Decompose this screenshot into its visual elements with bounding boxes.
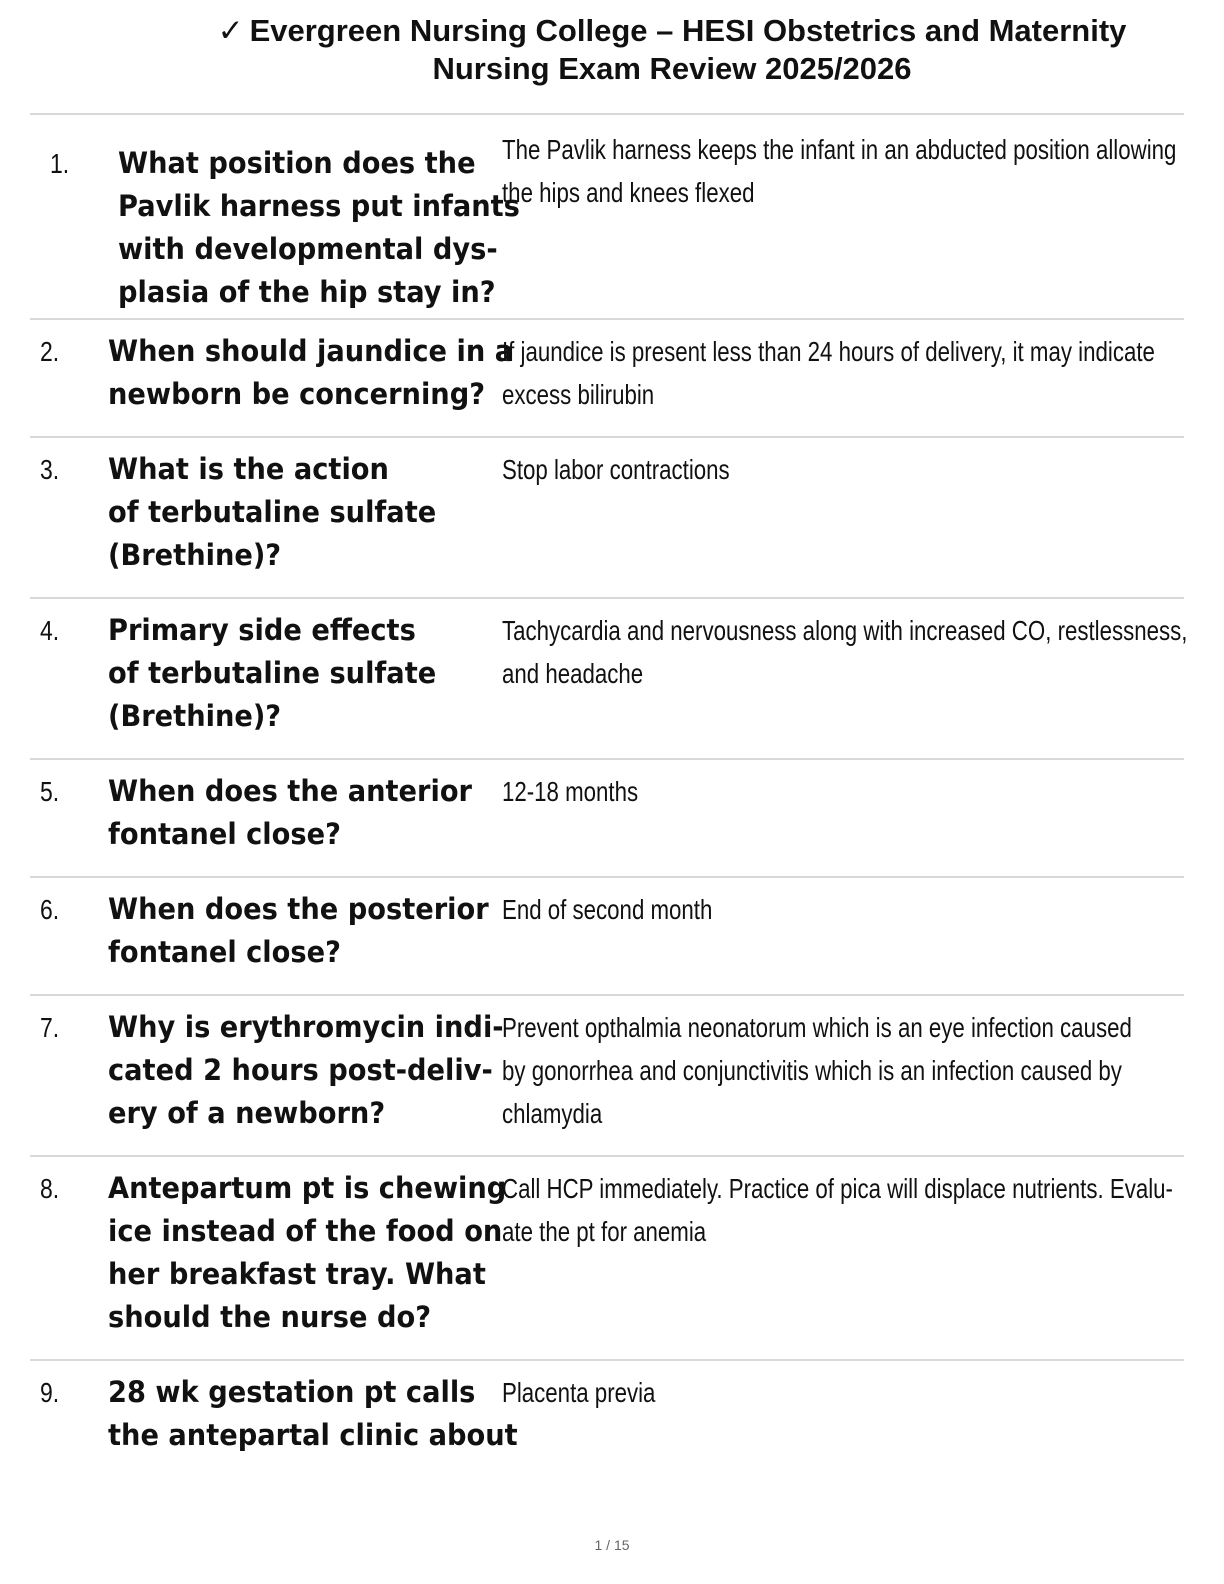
answer-line: Tachycardia and nervousness along with increased CO, restlessness, bbox=[502, 615, 1188, 646]
answer-line: Call HCP immediately. Practice of pica will displace nutrients. Evalu- bbox=[502, 1173, 1173, 1204]
question-number: 7. bbox=[40, 1012, 60, 1043]
question-line: fontanel close? bbox=[108, 817, 341, 851]
question-line: Primary side effects bbox=[108, 613, 416, 647]
question-number: 3. bbox=[40, 454, 60, 485]
answer-line: End of second month bbox=[502, 894, 713, 925]
divider bbox=[30, 318, 1184, 320]
question-line: Pavlik harness put infants bbox=[118, 189, 520, 223]
question-line: 28 wk gestation pt calls bbox=[108, 1375, 476, 1409]
question-line: When does the posterior bbox=[108, 892, 489, 926]
question-text bbox=[108, 1006, 504, 1135]
answer-line: excess bilirubin bbox=[502, 379, 655, 410]
question-line: of terbutaline sulfate bbox=[108, 656, 437, 690]
question-line: fontanel close? bbox=[108, 935, 341, 969]
page-title bbox=[170, 12, 1174, 88]
title-line-2: Nursing Exam Review 2025/2026 bbox=[432, 51, 912, 86]
check-icon: ✓ bbox=[217, 13, 244, 48]
answer-line: Placenta previa bbox=[502, 1377, 656, 1408]
question-number: 4. bbox=[40, 615, 60, 646]
divider bbox=[30, 994, 1184, 996]
divider bbox=[30, 876, 1184, 878]
question-text bbox=[118, 142, 520, 314]
divider bbox=[30, 1155, 1184, 1157]
question-text bbox=[108, 330, 514, 416]
question-text bbox=[108, 448, 484, 577]
question-line: with developmental dys- bbox=[118, 232, 498, 266]
answer-text bbox=[502, 448, 1162, 491]
question-line: What position does the bbox=[118, 146, 476, 180]
answer-line: the hips and knees flexed bbox=[502, 177, 755, 208]
answer-line: by gonorrhea and conjunctivitis which is an infection caused by bbox=[502, 1055, 1122, 1086]
title-line-1 bbox=[170, 12, 1174, 50]
answer-text bbox=[502, 128, 1177, 214]
question-line: What is the action bbox=[108, 452, 389, 486]
question-number: 2. bbox=[40, 336, 60, 367]
question-number: 1. bbox=[50, 148, 70, 179]
question-text bbox=[108, 609, 484, 738]
answer-line: Prevent opthalmia neonatorum which is an eye infection caused bbox=[502, 1012, 1132, 1043]
question-line: should the nurse do? bbox=[108, 1300, 432, 1334]
answer-text bbox=[502, 888, 1162, 931]
answer-text bbox=[502, 1006, 1162, 1135]
question-text bbox=[108, 1167, 507, 1339]
question-number: 8. bbox=[40, 1173, 60, 1204]
question-line: (Brethine)? bbox=[108, 699, 282, 733]
question-line: (Brethine)? bbox=[108, 538, 282, 572]
question-line: her breakfast tray. What bbox=[108, 1257, 486, 1291]
answer-text bbox=[502, 770, 1162, 813]
question-line: Antepartum pt is chewing bbox=[108, 1171, 507, 1205]
divider bbox=[30, 597, 1184, 599]
question-line: Why is erythromycin indi- bbox=[108, 1010, 504, 1044]
answer-text bbox=[502, 609, 1188, 695]
question-line: newborn be concerning? bbox=[108, 377, 486, 411]
answer-line: The Pavlik harness keeps the infant in an abducted position allowing bbox=[502, 134, 1177, 165]
answer-line: Stop labor contractions bbox=[502, 454, 730, 485]
answer-line: ate the pt for anemia bbox=[502, 1216, 707, 1247]
question-line: the antepartal clinic about bbox=[108, 1418, 518, 1452]
answer-line: and headache bbox=[502, 658, 644, 689]
question-number: 9. bbox=[40, 1377, 60, 1408]
question-line: When does the anterior bbox=[108, 774, 473, 808]
question-text bbox=[108, 770, 484, 856]
answer-text bbox=[502, 1371, 1162, 1414]
question-number: 5. bbox=[40, 776, 60, 807]
title-text-1: Evergreen Nursing College – HESI Obstetrics and Maternity bbox=[249, 13, 1127, 48]
answer-line: 12-18 months bbox=[502, 776, 639, 807]
divider bbox=[30, 436, 1184, 438]
question-line: ery of a newborn? bbox=[108, 1096, 386, 1130]
question-line: of terbutaline sulfate bbox=[108, 495, 437, 529]
question-text bbox=[108, 888, 489, 974]
divider bbox=[30, 758, 1184, 760]
question-text bbox=[108, 1371, 518, 1457]
answer-text bbox=[502, 330, 1162, 416]
page-number: 1 / 15 bbox=[594, 1537, 630, 1553]
question-line: When should jaundice in a bbox=[108, 334, 514, 368]
question-line: ice instead of the food on bbox=[108, 1214, 503, 1248]
answer-line: If jaundice is present less than 24 hours of delivery, it may indicate bbox=[502, 336, 1155, 367]
answer-text bbox=[502, 1167, 1173, 1253]
question-number: 6. bbox=[40, 894, 60, 925]
divider bbox=[30, 113, 1184, 115]
answer-line: chlamydia bbox=[502, 1098, 603, 1129]
question-line: plasia of the hip stay in? bbox=[118, 275, 496, 309]
divider bbox=[30, 1359, 1184, 1361]
question-line: cated 2 hours post-deliv- bbox=[108, 1053, 493, 1087]
